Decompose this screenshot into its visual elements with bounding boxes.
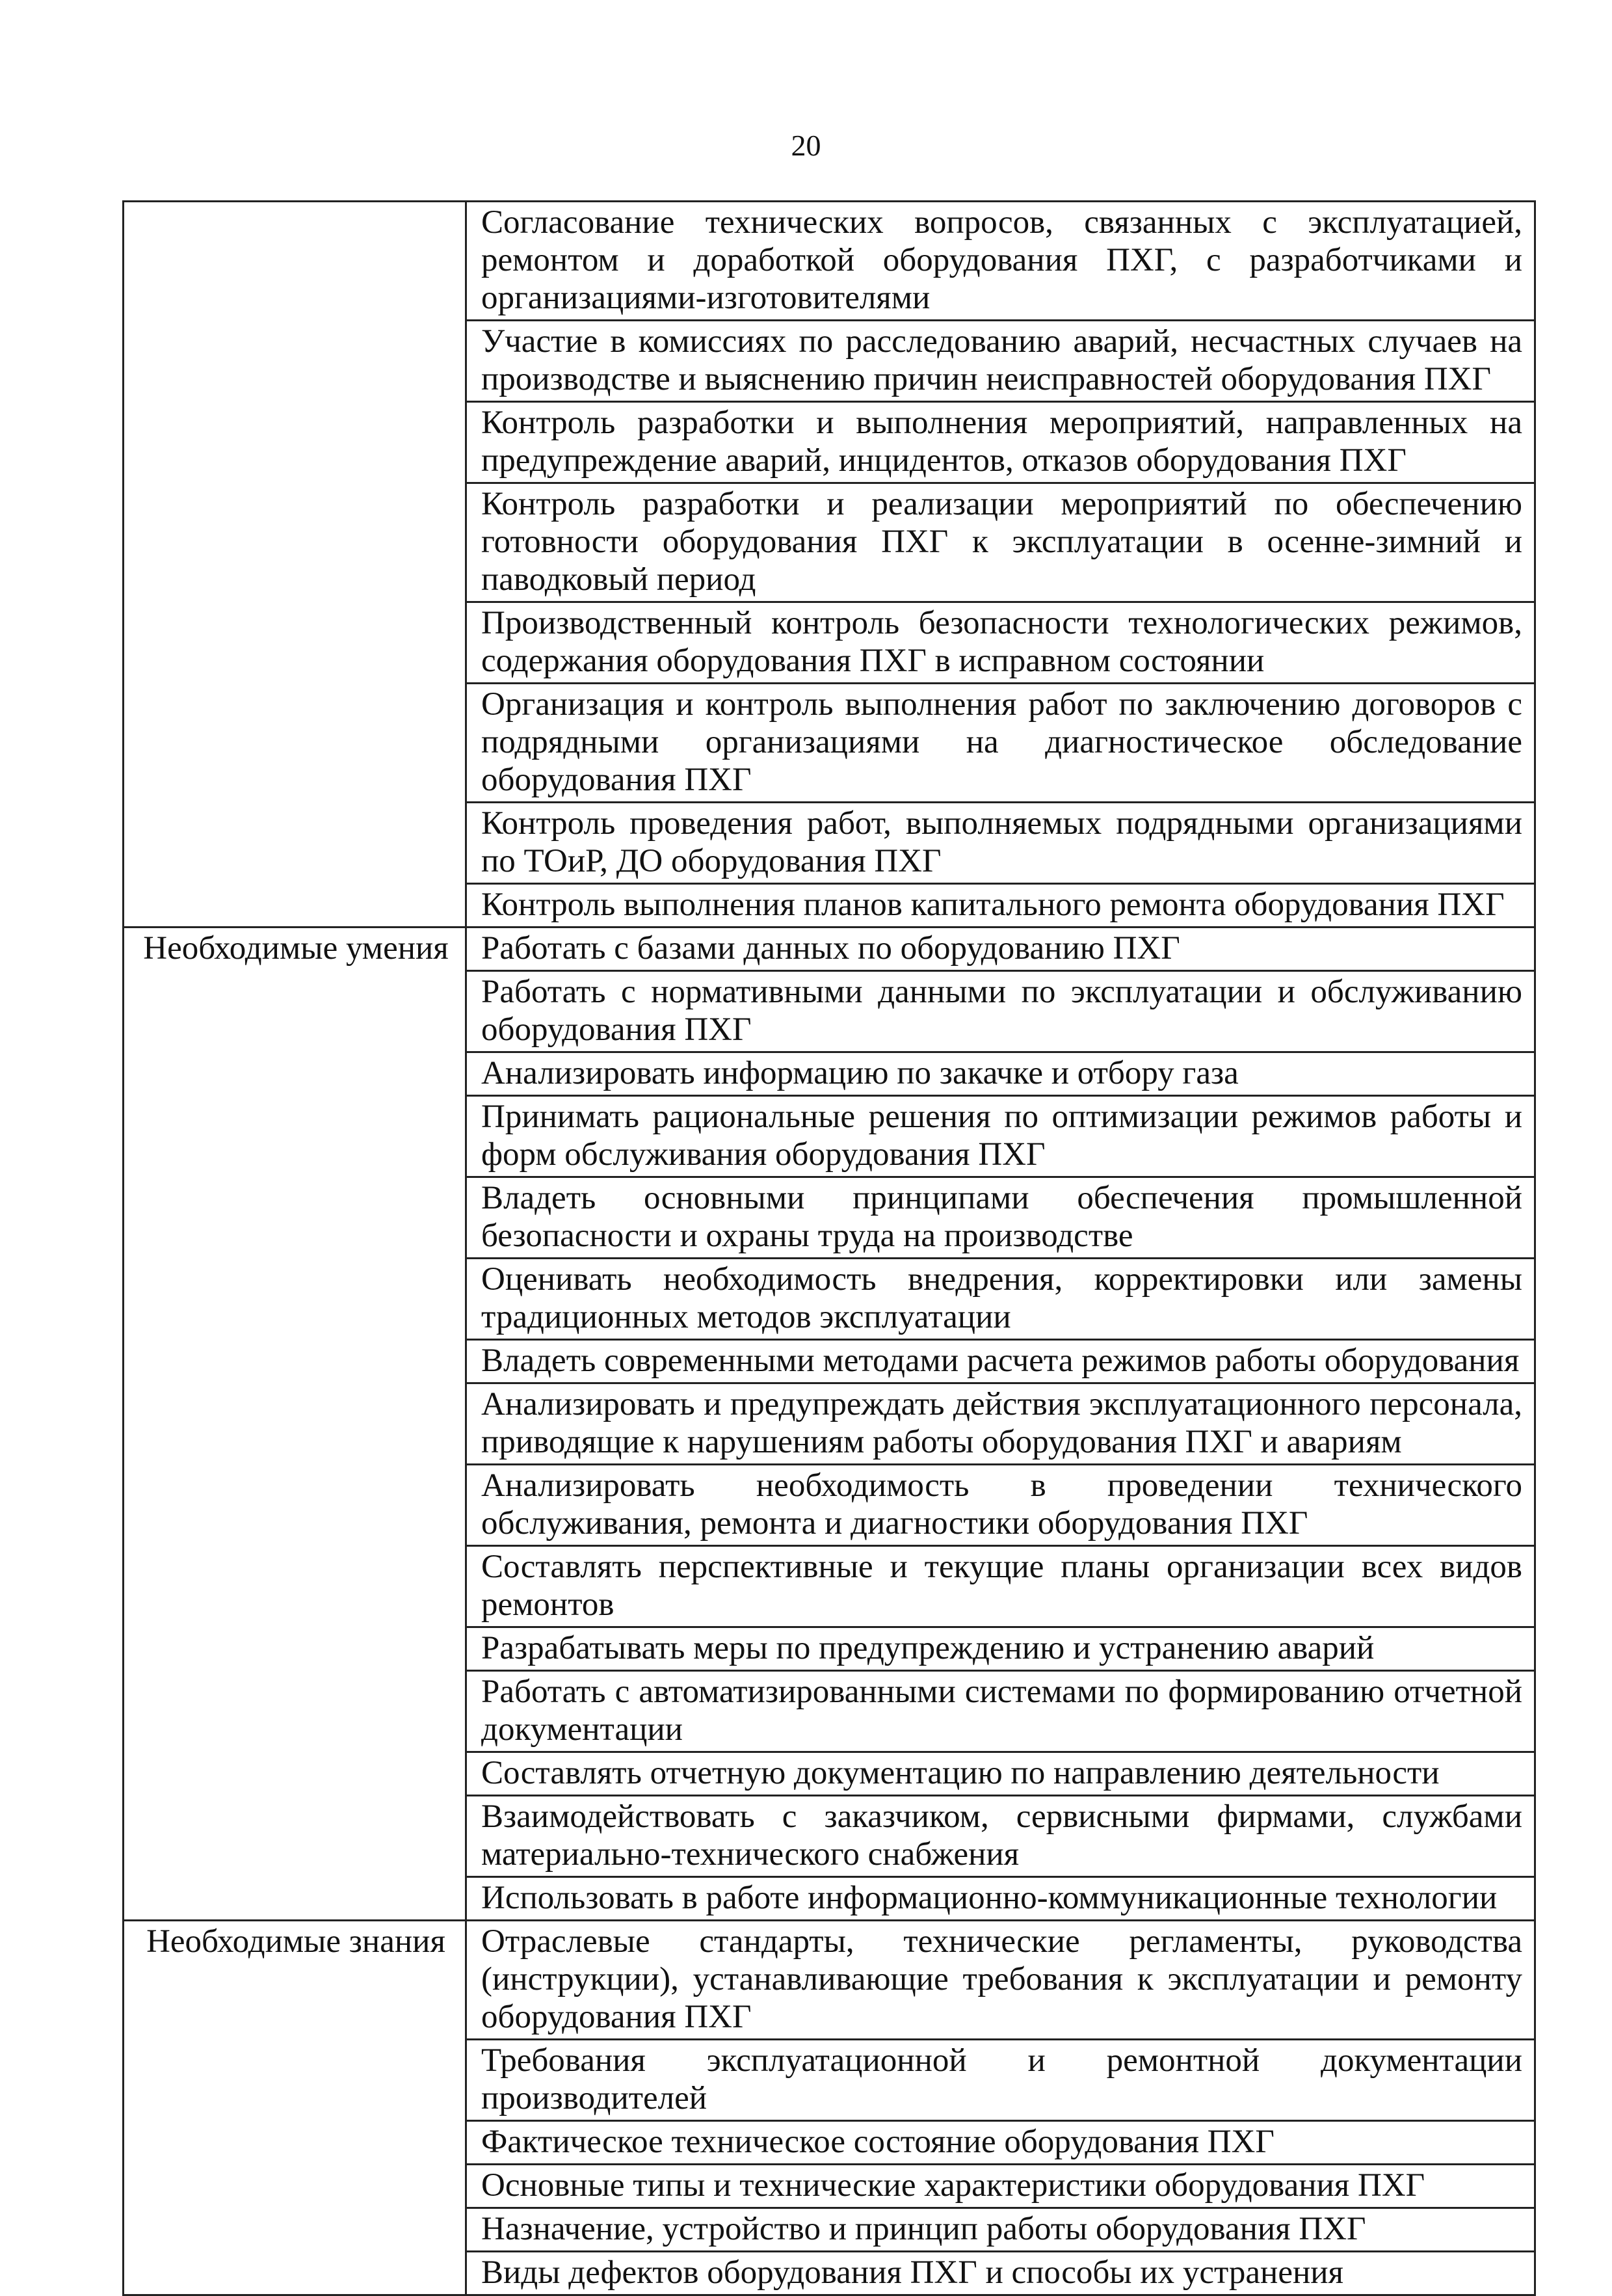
table-cell-text: Контроль выполнения планов капитального ремонта оборудования ПХГ — [466, 884, 1535, 928]
table-cell-text: Работать с базами данных по оборудованию ПХГ — [466, 928, 1535, 971]
table-cell-text: Оценивать необходимость внедрения, корректировки или замены традиционных методов эксплуатации — [466, 1259, 1535, 1340]
table-cell-text: Назначение, устройство и принцип работы оборудования ПХГ — [466, 2208, 1535, 2252]
table-row — [124, 202, 1535, 321]
table-cell-text: Составлять отчетную документацию по направлению деятельности — [466, 1752, 1535, 1796]
section-label: Необходимые знания — [124, 1921, 466, 2295]
table-cell-text: Участие в комиссиях по расследованию аварий, несчастных случаев на производстве и выяснению причин неисправностей оборудования ПХГ — [466, 321, 1535, 402]
table-cell-text: Виды дефектов оборудования ПХГ и способы их устранения — [466, 2252, 1535, 2295]
table-cell-text: Требования эксплуатационной и ремонтной документации производителей — [466, 2040, 1535, 2121]
table-cell-text: Разрабатывать меры по предупреждению и устранению аварий — [466, 1627, 1535, 1671]
table-cell-text: Согласование технических вопросов, связанных с эксплуатацией, ремонтом и доработкой оборудования ПХГ, с разработчиками и организациями-изготовителями — [466, 202, 1535, 321]
table-cell-text: Контроль проведения работ, выполняемых подрядными организациями по ТОиР, ДО оборудования ПХГ — [466, 803, 1535, 884]
table-cell-text: Принимать рациональные решения по оптимизации режимов работы и форм обслуживания оборудования ПХГ — [466, 1096, 1535, 1177]
table-body — [124, 202, 1535, 2295]
table-cell-text: Взаимодействовать с заказчиком, сервисными фирмами, службами материально-технического снабжения — [466, 1796, 1535, 1877]
table-row — [124, 928, 1535, 971]
page-number: 20 — [791, 129, 821, 162]
table-cell-text: Анализировать необходимость в проведении технического обслуживания, ремонта и диагностики оборудования ПХГ — [466, 1465, 1535, 1546]
section-label — [124, 202, 466, 928]
table-cell-text: Фактическое техническое состояние оборудования ПХГ — [466, 2121, 1535, 2165]
table-cell-text: Производственный контроль безопасности технологических режимов, содержания оборудования ПХГ в исправном состоянии — [466, 602, 1535, 684]
table-cell-text: Основные типы и технические характеристики оборудования ПХГ — [466, 2165, 1535, 2208]
table-cell-text: Контроль разработки и реализации мероприятий по обеспечению готовности оборудования ПХГ к эксплуатации в осенне-зимний и паводковый период — [466, 483, 1535, 602]
table-cell-text: Организация и контроль выполнения работ по заключению договоров с подрядными организациями на диагностическое обследование оборудования ПХГ — [466, 684, 1535, 803]
table-cell-text: Работать с нормативными данными по эксплуатации и обслуживанию оборудования ПХГ — [466, 971, 1535, 1052]
table-cell-text: Контроль разработки и выполнения мероприятий, направленных на предупреждение аварий, инцидентов, отказов оборудования ПХГ — [466, 402, 1535, 483]
table-cell-text: Анализировать и предупреждать действия эксплуатационного персонала, приводящие к нарушениям работы оборудования ПХГ и авариям — [466, 1383, 1535, 1465]
table-cell-text: Отраслевые стандарты, технические регламенты, руководства (инструкции), устанавливающие требования к эксплуатации и ремонту оборудования ПХГ — [466, 1921, 1535, 2040]
table-cell-text: Составлять перспективные и текущие планы организации всех видов ремонтов — [466, 1546, 1535, 1627]
section-label: Необходимые умения — [124, 928, 466, 1921]
table-row — [124, 1921, 1535, 2040]
table-cell-text: Анализировать информацию по закачке и отбору газа — [466, 1052, 1535, 1096]
table-cell-text: Владеть современными методами расчета режимов работы оборудования — [466, 1340, 1535, 1383]
table-cell-text: Владеть основными принципами обеспечения промышленной безопасности и охраны труда на производстве — [466, 1177, 1535, 1259]
competency-table — [122, 200, 1536, 2296]
table-cell-text: Работать с автоматизированными системами по формированию отчетной документации — [466, 1671, 1535, 1752]
table-cell-text: Использовать в работе информационно-коммуникационные технологии — [466, 1877, 1535, 1921]
